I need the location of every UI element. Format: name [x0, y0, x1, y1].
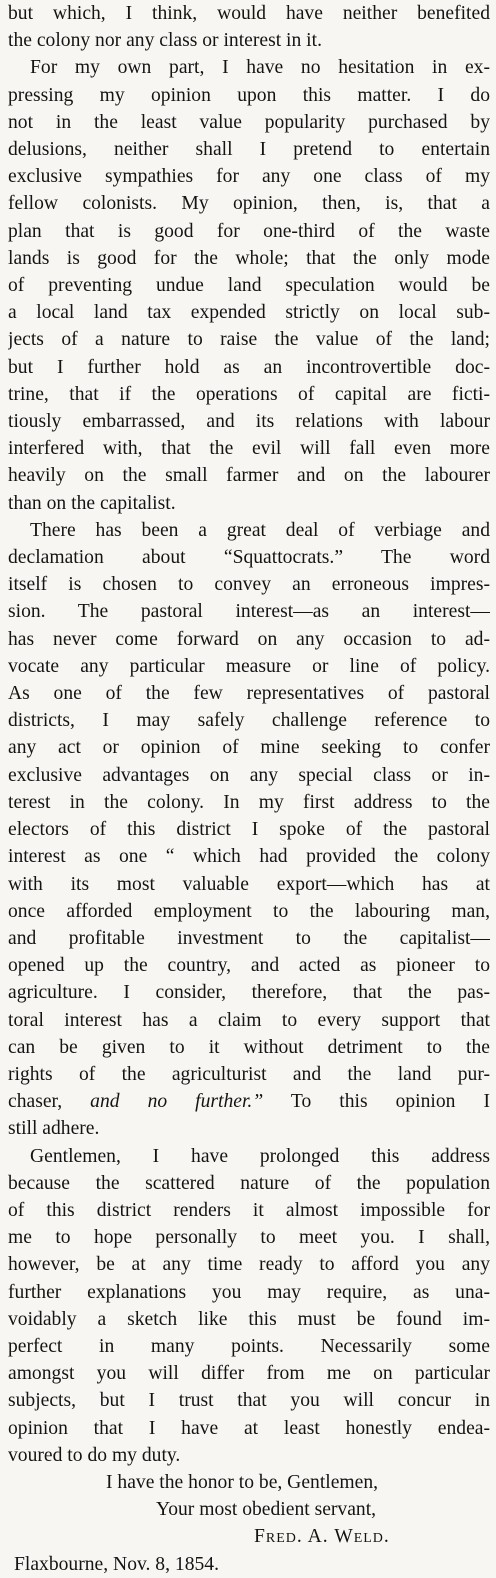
- text-line: me to hope personally to meet you. I shall,: [8, 1227, 490, 1249]
- text-line: exclusive sympathies for any one class of my: [8, 166, 490, 188]
- text-line: lands is good for the whole; that the only mode: [8, 247, 490, 269]
- text-line: but I further hold as an incontrovertible doc-: [8, 356, 490, 378]
- text-line: rights of the agriculturist and the land pur-: [8, 1063, 490, 1085]
- text-line: sion. The pastoral interest—as an interest—: [8, 601, 490, 623]
- text-line: itself is chosen to convey an erroneous impres-: [8, 574, 490, 596]
- text-line: jects of a nature to raise the value of the land;: [8, 329, 490, 351]
- text-line: tiously embarrassed, and its relations with labour: [8, 411, 490, 433]
- text-line: once afforded employment to the labouring man,: [8, 900, 490, 922]
- emphasized-quote: and no further.”: [90, 1091, 264, 1113]
- signoff-line: I have the honor to be, Gentlemen,: [106, 1471, 379, 1493]
- text-line: exclusive advantages on any special class or in-: [8, 764, 490, 786]
- text-line: terest in the colony. In my first address to the: [8, 791, 490, 813]
- text-line: pressing my opinion upon this matter. I do: [8, 84, 490, 106]
- text-line: delusions, neither shall I pretend to entertain: [8, 139, 490, 161]
- text-line: of this district renders it almost impossible for: [8, 1199, 490, 1221]
- text-line: perfect in many points. Necessarily some: [8, 1335, 490, 1357]
- text-line: vocate any particular measure or line of policy.: [8, 655, 490, 677]
- text-line: toral interest has a claim to every support that: [8, 1009, 490, 1031]
- text-fragment: chaser,: [8, 1091, 63, 1113]
- text-line: fellow colonists. My opinion, then, is, that a: [8, 193, 490, 215]
- signoff-line: Your most obedient servant,: [156, 1499, 377, 1521]
- text-line: not in the least value popularity purchased by: [8, 111, 490, 133]
- text-line-with-emphasis: [8, 1088, 490, 1115]
- text-line: the colony nor any class or interest in it.: [8, 30, 322, 52]
- text-line: districts, I may safely challenge reference to: [8, 710, 490, 732]
- text-line: opened up the country, and acted as pioneer to: [8, 955, 490, 977]
- text-line: than on the capitalist.: [8, 492, 176, 514]
- text-line: agriculture. I consider, therefore, that the pas-: [8, 982, 490, 1004]
- text-line: declamation about “Squattocrats.” The word: [8, 547, 490, 569]
- text-fragment: To this opinion I: [290, 1091, 490, 1113]
- text-line: trine, that if the operations of capital are ficti-: [8, 383, 490, 405]
- text-line: further explanations you may require, as una-: [8, 1281, 490, 1303]
- text-line: and profitable investment to the capitalist—: [8, 927, 490, 949]
- text-line: can be given to it without detriment to the: [8, 1036, 490, 1058]
- text-line: however, be at any time ready to afford you any: [8, 1254, 490, 1276]
- text-line: with its most valuable export—which has at: [8, 873, 490, 895]
- text-line: still adhere.: [8, 1118, 100, 1140]
- text-line: interest as one “ which had provided the colony: [8, 846, 490, 868]
- text-line: plan that is good for one-third of the waste: [8, 220, 490, 242]
- text-line: any act or opinion of mine seeking to confer: [8, 737, 490, 759]
- text-line: heavily on the small farmer and on the labourer: [8, 465, 490, 487]
- text-line: voidably a sketch like this must be found im-: [8, 1308, 490, 1330]
- text-line: There has been a great deal of verbiage and: [30, 519, 490, 541]
- text-line: voured to do my duty.: [8, 1444, 181, 1466]
- text-line: amongst you will differ from me on particular: [8, 1363, 490, 1385]
- text-line: As one of the few representatives of pastoral: [8, 683, 490, 705]
- text-line: interfered with, that the evil will fall even more: [8, 438, 490, 460]
- text-line: opinion that I have at least honestly endea-: [8, 1417, 490, 1439]
- dateline: Flaxbourne, Nov. 8, 1854.: [14, 1553, 219, 1575]
- text-line: electors of this district I spoke of the pastoral: [8, 819, 490, 841]
- text-line: because the scattered nature of the population: [8, 1172, 490, 1194]
- text-line: Gentlemen, I have prolonged this address: [30, 1145, 490, 1167]
- text-line: For my own part, I have no hesitation in ex-: [30, 57, 490, 79]
- text-line: subjects, but I trust that you will concur in: [8, 1390, 490, 1412]
- text-line: of preventing undue land speculation would be: [8, 275, 490, 297]
- text-line: but which, I think, would have neither benefited: [8, 3, 490, 24]
- signature: Fred. A. Weld.: [254, 1526, 390, 1548]
- text-line: a local land tax expended strictly on local sub-: [8, 302, 490, 324]
- text-line: has never come forward on any occasion to ad-: [8, 628, 490, 650]
